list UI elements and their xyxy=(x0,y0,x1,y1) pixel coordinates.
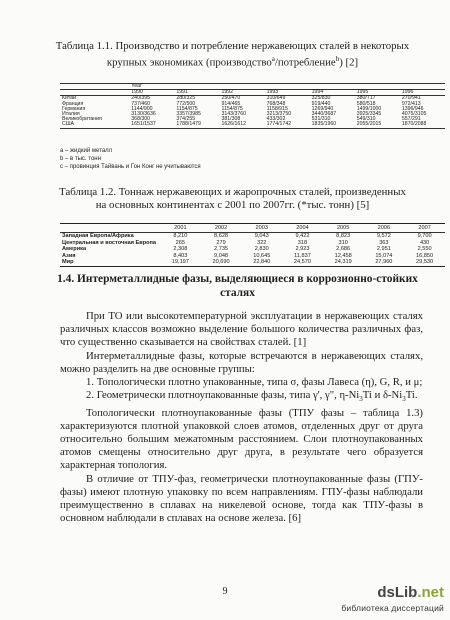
table2-cell: 2,308 xyxy=(173,246,188,252)
table1-cell: 325/830 xyxy=(311,95,331,102)
table2-cell: 8,403 xyxy=(173,252,188,259)
table1-cell: 768/348 xyxy=(266,100,286,107)
table1-cell: 310/649 xyxy=(266,95,286,102)
table2-cell: 11,837 xyxy=(294,252,311,259)
table1-cell: 1788/1479 xyxy=(174,122,219,128)
table1-cell: 433/302 xyxy=(266,116,286,123)
watermark-logo xyxy=(377,584,444,601)
caption-sup: a xyxy=(271,55,275,63)
table2-year: 2006 xyxy=(364,224,405,233)
table1-cell: 240/395 xyxy=(131,95,151,102)
table1-cell: 3130/3636 xyxy=(131,111,156,118)
table2-region: Азия xyxy=(62,252,76,259)
table2-region: Мир xyxy=(60,259,160,266)
table2-cell: 24,319 xyxy=(323,259,364,266)
table1-cell: 270/941 xyxy=(401,95,421,102)
p4-sub: 3 xyxy=(359,395,363,404)
table2-cell: 2,830 xyxy=(254,246,269,252)
table2-cell: 9,700 xyxy=(417,233,432,239)
table2-cell: 310 xyxy=(338,239,348,246)
table2-cell: 2,923 xyxy=(295,246,310,252)
table2-cell: 8,823 xyxy=(336,233,351,239)
table1-cell: 1144/900 xyxy=(131,105,153,112)
table2-region: Америка xyxy=(62,246,87,252)
table1-caption-line2 xyxy=(40,53,425,70)
watermark-subtitle: библиотека диссертаций xyxy=(341,603,444,613)
table1-cell: 549/310 xyxy=(356,116,376,123)
table2-cell: 2,686 xyxy=(336,246,351,252)
p4-text: Ti и δ-Ni xyxy=(362,389,403,402)
table1-cell: 1651/1537 xyxy=(129,122,174,128)
table2-caption-line2: на основных континентах с 2001 по 2007гг. (*тыс. тонн) [5] xyxy=(95,199,370,211)
table2-row xyxy=(60,233,445,240)
table1-cell: 3440/3687 xyxy=(311,111,337,118)
table1-production xyxy=(60,83,445,129)
table2-cell: 10,645 xyxy=(253,252,271,259)
table1-country: Франция xyxy=(62,100,84,107)
table2-year: 2005 xyxy=(323,224,364,233)
table1-cell: 580/518 xyxy=(356,100,376,107)
paragraph-3: 1. Топологически плотно упакованные, типа σ, фазы Лавеса (η), G, R, и μ; xyxy=(86,376,423,389)
table2-corner xyxy=(60,224,160,233)
table2-region: Западная Европа/Африка xyxy=(62,233,134,239)
table1-cell: 374/255 xyxy=(176,116,196,123)
watermark-logo-main: dsLib xyxy=(377,584,418,601)
table1-cell: 772/500 xyxy=(176,100,196,107)
table1-caption-line1: Таблица 1.1. Производство и потребление нержавеющих сталей в некоторых xyxy=(55,40,410,52)
watermark-logo-domain: .net xyxy=(417,584,444,601)
body-text xyxy=(60,310,423,525)
table1-cell: 531/310 xyxy=(311,116,331,123)
table1-cell: 368/300 xyxy=(131,116,151,123)
table2-cell: 322 xyxy=(257,239,267,246)
section-heading xyxy=(40,272,435,300)
table1-year: 1990 xyxy=(129,90,174,96)
table1-cell: 1396/946 xyxy=(401,105,424,112)
table2-year: 2001 xyxy=(160,224,201,233)
table1-year: 1993 xyxy=(265,90,310,96)
table1-cell: 4075/3105 xyxy=(401,111,427,118)
table2-cell: 279 xyxy=(216,239,226,246)
paragraph-6: В отличие от ТПУ-фаз, геометрически плотноупакованные фазы (ГПУ-фазы) имеют плотную упаковку по всем направлениям. ГПУ-фазы наблюдали преимущественно в сплавах на никелевой основе, тогда как ТПУ-фазы в основном наблюдали в сплавах на основе железа. [6] xyxy=(60,472,423,525)
table1-year: 1992 xyxy=(219,90,264,96)
table1-year: 1991 xyxy=(174,90,219,96)
table1-cell: 1870/2088 xyxy=(400,122,445,128)
table1-note: a – жидкий металл xyxy=(60,148,113,154)
table2-region: Центральная и восточная Европа xyxy=(62,239,157,246)
section-heading-line1: 1.4. Интерметаллидные фазы, выделяющиеся в коррозионно-стойких xyxy=(57,273,418,285)
table2-cell: 265 xyxy=(175,239,186,246)
caption-text: крупных экономиках (производство xyxy=(106,56,272,69)
table2-cell: 12,458 xyxy=(334,252,352,259)
table1-cell: 914/465 xyxy=(221,100,241,107)
table2-cell: 19,197 xyxy=(160,259,201,266)
table1-cell: 1154/875 xyxy=(176,105,198,112)
table2-cell: 8,628 xyxy=(214,233,229,239)
table1-country: Германия xyxy=(62,105,86,112)
table2-year: 2004 xyxy=(282,224,323,233)
table1-cell: 380/717 xyxy=(356,95,376,102)
caption-text: /потребление xyxy=(274,56,336,69)
watermark xyxy=(336,584,444,616)
table1-cell: 3213/3750 xyxy=(266,111,292,118)
table2-cell: 2,951 xyxy=(376,246,391,252)
table2-year: 2007 xyxy=(404,224,445,233)
table2-cell: 22,840 xyxy=(241,259,282,266)
table2-cell: 9,572 xyxy=(376,233,391,239)
table1-year: 1994 xyxy=(310,90,355,96)
table1-cell: 2055/2015 xyxy=(355,122,400,128)
table1-year: 1995 xyxy=(355,90,400,96)
table1-cell: 1626/1612 xyxy=(219,122,264,128)
table2-cell: 27,960 xyxy=(364,259,405,266)
p4-text: 2. Геометрически плотноупакованные фазы, типа γ', γ", η-Ni xyxy=(86,389,360,402)
table1-cell: 1269/940 xyxy=(311,105,334,112)
table2-cell: 29,530 xyxy=(404,259,445,266)
table1-cell: 381/308 xyxy=(221,116,241,123)
paragraph-2: Интерметаллидные фазы, которые встречаются в нержавеющих сталях, можно разделить на две основные группы: xyxy=(60,349,423,375)
table2-cell: 8,210 xyxy=(173,233,188,239)
table1-note: c – провинция Тайвань и Гон Конг не учитываются xyxy=(60,164,201,170)
p4-sub: 3 xyxy=(402,395,406,404)
table2-cell: 9,043 xyxy=(254,233,269,239)
table1-row xyxy=(60,122,445,128)
table1-country: Китай xyxy=(62,95,77,102)
table1-cell: 1154/875 xyxy=(221,105,243,112)
table2-cell: 430 xyxy=(419,239,430,246)
table1-country: Великобритания xyxy=(62,116,102,123)
table1-cell: 557/291 xyxy=(401,116,421,123)
table2-cell: 9,422 xyxy=(295,233,310,239)
table1-year: 1996 xyxy=(400,90,445,96)
table2-header-row xyxy=(60,224,445,233)
table1-caption xyxy=(40,40,425,70)
table2-year: 2003 xyxy=(241,224,282,233)
table1-cell: 737/460 xyxy=(131,100,151,107)
table1-cell: 1774/1742 xyxy=(265,122,310,128)
table1-cell: 1499/1000 xyxy=(356,105,382,112)
table1-cell: 972/413 xyxy=(401,100,421,107)
table2-cell: 20,690 xyxy=(201,259,242,266)
table2-caption-line1: Таблица 1.2. Тоннаж нержавеющих и жаропрочных сталей, произведенных xyxy=(59,186,406,198)
table2-cell: 16,850 xyxy=(416,252,434,259)
p4-text: Ti. xyxy=(405,389,418,402)
paragraph-1: При ТО или высокотемпературной эксплуатации в нержавеющих сталях различных классов возможно выделение большого количества различных фаз, что существенно сказывается на свойствах сталей. [1] xyxy=(60,310,423,349)
table1-cell: 1158/915 xyxy=(266,105,288,112)
table1-cell: 3143/3760 xyxy=(221,111,247,118)
table1-cell: 250/470 xyxy=(221,95,241,102)
table2-cell: 15,074 xyxy=(375,252,393,259)
table2-cell: 24,570 xyxy=(282,259,323,266)
table1-cell: 919/440 xyxy=(311,100,331,107)
table1-group-header: Year xyxy=(129,84,445,90)
table1-country: США xyxy=(60,122,129,128)
table2-cell: 2,735 xyxy=(214,246,229,252)
table1-note: b – в тыс. тонн xyxy=(60,156,101,162)
caption-text: ) [2] xyxy=(339,56,359,69)
table2-cell: 318 xyxy=(297,239,308,246)
table2-row xyxy=(60,259,445,266)
table2-cell: 363 xyxy=(379,239,389,246)
table1-cell: 3925/3345 xyxy=(356,111,382,118)
page-number: 9 xyxy=(222,586,228,597)
table2-cell: 9,048 xyxy=(214,252,229,259)
table2-caption xyxy=(40,186,425,212)
table1-cell: 1835/1960 xyxy=(310,122,355,128)
section-heading-line2: сталях xyxy=(220,287,255,299)
table1-cell: 2d0/325 xyxy=(176,95,196,102)
caption-sup: b xyxy=(335,55,340,63)
table1-country: Италия xyxy=(62,111,80,118)
paragraph-4 xyxy=(60,389,423,406)
table2-cell: 2,550 xyxy=(417,246,432,252)
paragraph-5: Топологически плотноупакованные фазы (ТПУ фазы – таблица 1.3) характеризуются плотной упаковкой слоев атомов, отделенных друг от друга относительно большим межатомным расстоянием. Слои плотноупакованных атомов смещены относительно друг друга, в результате чего образуется характерная топология. xyxy=(60,406,423,472)
table1-cell: 3357/3985 xyxy=(176,111,201,118)
table2-tonnage xyxy=(60,223,445,267)
table1-notes xyxy=(60,147,201,171)
table2-year: 2002 xyxy=(201,224,242,233)
